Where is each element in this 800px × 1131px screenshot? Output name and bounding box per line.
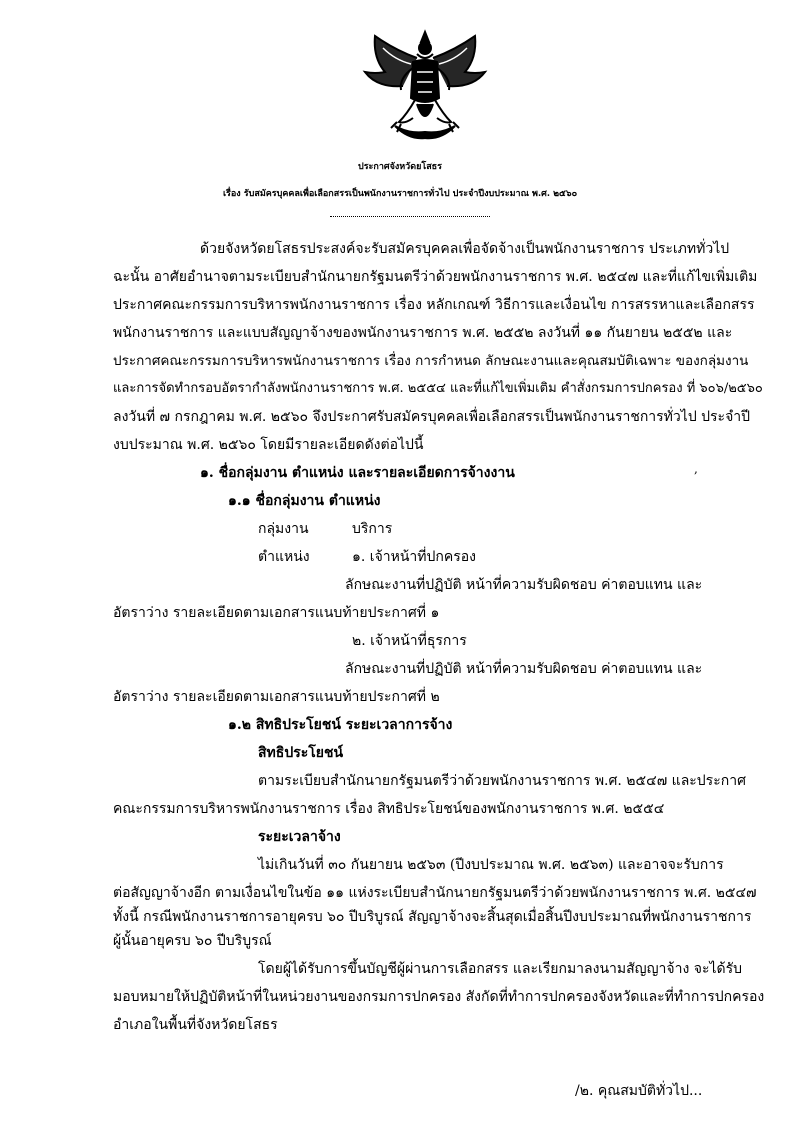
garuda-emblem-icon xyxy=(355,28,495,143)
assign-line-3: อำเภอในพื้นที่จังหวัดยโสธร xyxy=(113,1017,278,1033)
assign-line-2: มอบหมายให้ปฏิบัติหน้าที่ในหน่วยงานของกรมการปกครอง สังกัดที่ทำการปกครองจังหวัดและที่ทำการปกครอง xyxy=(113,989,765,1005)
benefit-line-1: ตามระเบียบสำนักนายกรัฐมนตรีว่าด้วยพนักงานราชการ พ.ศ. ๒๕๔๗ และประกาศ xyxy=(258,773,746,789)
position-2: ๒. เจ้าหน้าที่ธุรการ xyxy=(352,633,467,649)
period-heading: ระยะเวลาจ้าง xyxy=(258,829,341,845)
position-1: ๑. เจ้าหน้าที่ปกครอง xyxy=(352,549,477,565)
group-value: บริการ xyxy=(352,521,393,537)
benefit-heading: สิทธิประโยชน์ xyxy=(258,745,344,761)
section1-heading: ๑. ชื่อกลุ่มงาน ตำแหน่ง และรายละเอียดการจ้างงาน xyxy=(200,465,515,481)
section1-1-heading: ๑.๑ ชื่อกลุ่มงาน ตำแหน่ง xyxy=(228,493,381,509)
period-line-4: ผู้นั้นอายุครบ ๖๐ ปีบริบูรณ์ xyxy=(113,933,272,949)
intro-line-3: ประกาศคณะกรรมการบริหารพนักงานราชการ เรื่อง หลักเกณฑ์ วิธีการและเงื่อนไข การสรรหาและเลือกสรร xyxy=(113,297,755,313)
intro-line-4: พนักงานราชการ และแบบสัญญาจ้างของพนักงานราชการ พ.ศ. ๒๕๕๒ ลงวันที่ ๑๑ กันยายน ๒๕๕๒ และ xyxy=(113,325,733,341)
group-label: กลุ่มงาน xyxy=(258,521,309,537)
section1-2-heading: ๑.๒ สิทธิประโยชน์ ระยะเวลาการจ้าง xyxy=(228,717,453,733)
position-1-desc-1: ลักษณะงานที่ปฏิบัติ หน้าที่ความรับผิดชอบ ค่าตอบแทน และ xyxy=(345,577,703,593)
position-2-desc-1: ลักษณะงานที่ปฏิบัติ หน้าที่ความรับผิดชอบ ค่าตอบแทน และ xyxy=(345,661,703,677)
intro-line-2: ฉะนั้น อาศัยอำนาจตามระเบียบสำนักนายกรัฐมนตรีว่าด้วยพนักงานราชการ พ.ศ. ๒๕๔๗ และที่แก้ไขเพิ่มเติม xyxy=(113,269,758,285)
period-line-1: ไม่เกินวันที่ ๓๐ กันยายน ๒๕๖๓ (ปีงบประมาณ พ.ศ. ๒๕๖๓) และอาจจะรับการ xyxy=(258,857,724,873)
position-label: ตำแหน่ง xyxy=(258,549,310,565)
continuation-note: /๒. คุณสมบัติทั่วไป... xyxy=(575,1083,703,1099)
subject-text: รับสมัครบุคคลเพื่อเลือกสรรเป็นพนักงานราชการทั่วไป ประจำปีงบประมาณ พ.ศ. ๒๕๖๐ xyxy=(243,189,578,199)
benefit-line-2: คณะกรรมการบริหารพนักงานราชการ เรื่อง สิทธิประโยชน์ของพนักงานราชการ พ.ศ. ๒๕๕๔ xyxy=(113,801,665,817)
ink-mark: , xyxy=(694,462,698,476)
period-line-3: ทั้งนี้ กรณีพนักงานราชการอายุครบ ๖๐ ปีบริบูรณ์ สัญญาจ้างจะสิ้นสุดเมื่อสิ้นปีงบประมาณที่พนักงานราชการ xyxy=(113,909,752,925)
dotted-separator xyxy=(330,216,490,217)
announcement-title: ประกาศจังหวัดยโสธร xyxy=(357,162,443,172)
intro-line-8: งบประมาณ พ.ศ. ๒๕๖๐ โดยมีรายละเอียดดังต่อไปนี้ xyxy=(113,437,424,453)
intro-line-1: ด้วยจังหวัดยโสธรประสงค์จะรับสมัครบุคคลเพื่อจัดจ้างเป็นพนักงานราชการ ประเภททั่วไป xyxy=(200,241,730,257)
subject-label: เรื่อง xyxy=(222,189,241,199)
intro-line-6: และการจัดทำกรอบอัตรากำลังพนักงานราชการ พ.ศ. ๒๕๕๔ และที่แก้ไขเพิ่มเติม คำสั่งกรมการปกครอง ที่ ๖๐๖/๒๕๖๐ xyxy=(113,381,763,396)
intro-line-5: ประกาศคณะกรรมการบริหารพนักงานราชการ เรื่อง การกำหนด ลักษณะงานและคุณสมบัติเฉพาะ ของกลุ่มงาน xyxy=(113,353,749,369)
position-1-desc-2: อัตราว่าง รายละเอียดตามเอกสารแนบท้ายประกาศที่ ๑ xyxy=(113,605,440,621)
subject-line xyxy=(0,185,800,203)
period-line-2: ต่อสัญญาจ้างอีก ตามเงื่อนไขในข้อ ๑๑ แห่งระเบียบสำนักนายกรัฐมนตรีว่าด้วยพนักงานราชการ พ.ศ. ๒๕๔๗ xyxy=(113,885,757,901)
position-2-desc-2: อัตราว่าง รายละเอียดตามเอกสารแนบท้ายประกาศที่ ๒ xyxy=(113,689,440,705)
intro-line-7: ลงวันที่ ๗ กรกฎาคม พ.ศ. ๒๕๖๐ จึงประกาศรับสมัครบุคคลเพื่อเลือกสรรเป็นพนักงานราชการทั่วไป ประจำปี xyxy=(113,409,751,425)
assign-line-1: โดยผู้ได้รับการขึ้นบัญชีผู้ผ่านการเลือกสรร และเรียกมาลงนามสัญญาจ้าง จะได้รับ xyxy=(258,961,742,977)
